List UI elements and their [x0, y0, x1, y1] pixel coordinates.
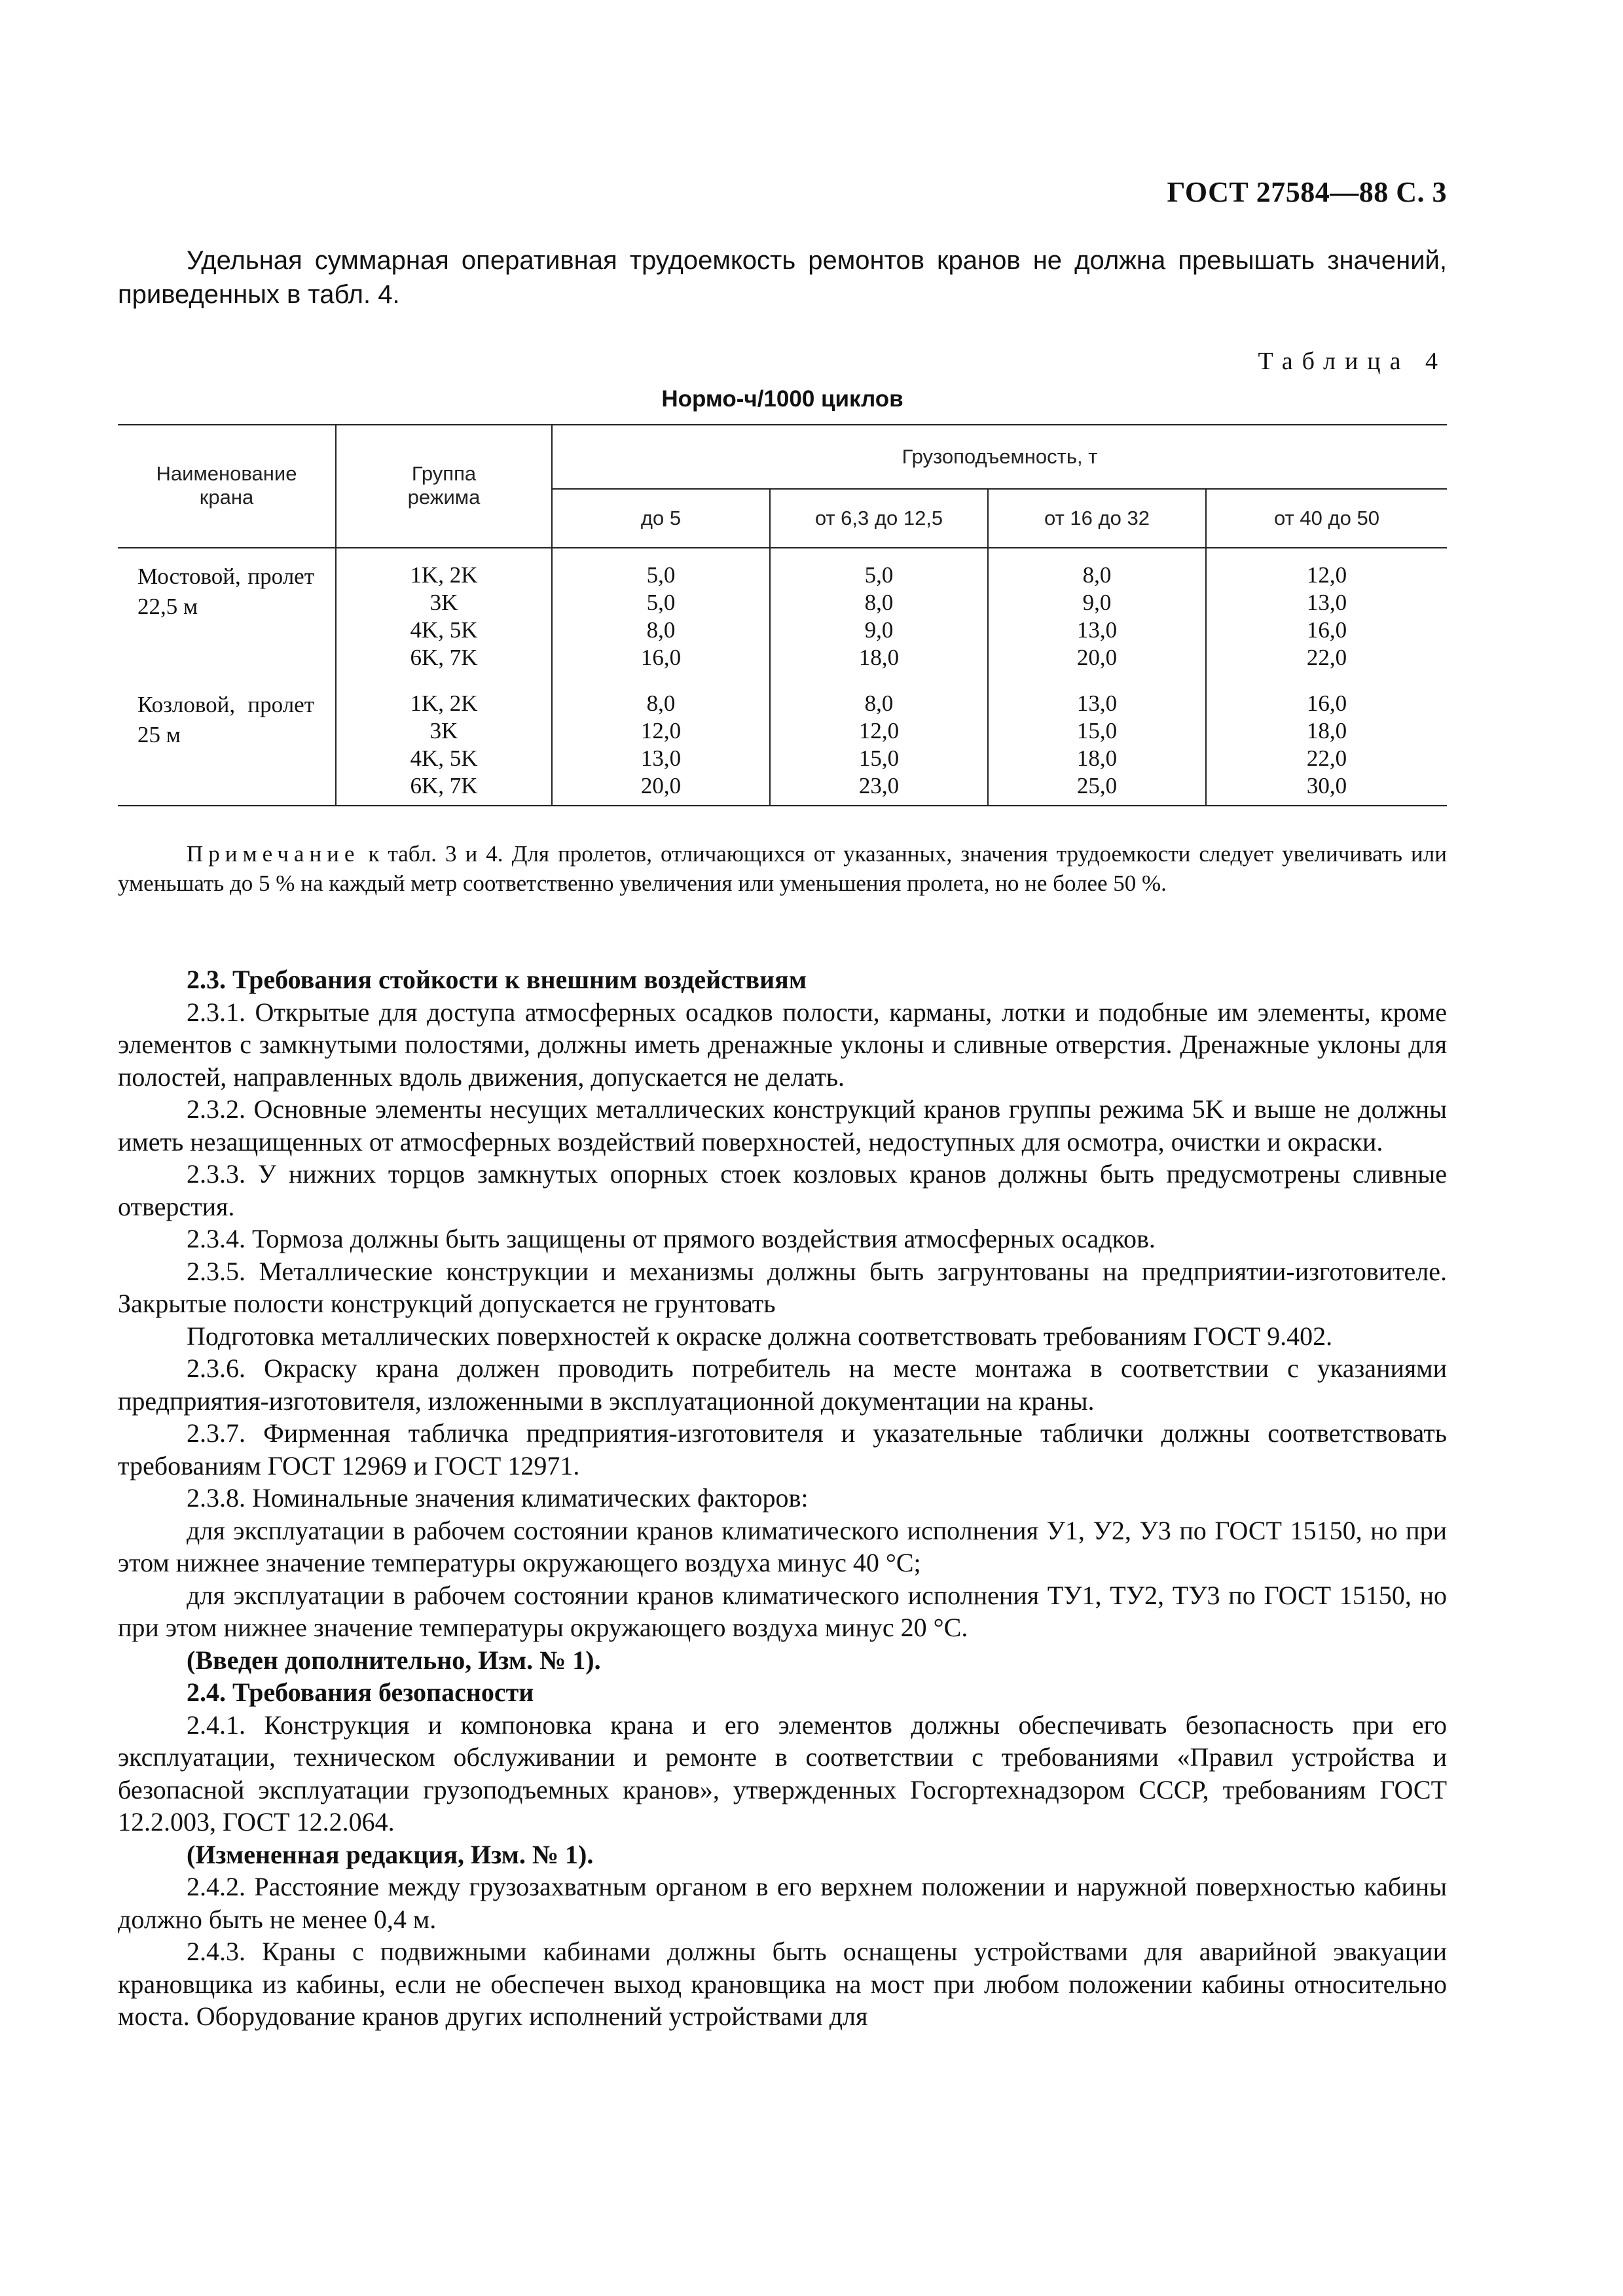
- col-header-cap-4: от 40 до 50: [1206, 489, 1447, 548]
- crane-name-cell: Мостовой, пролет 22,5 м: [118, 548, 336, 685]
- crane-name-cell: Козловой, пролет 25 м: [118, 685, 336, 806]
- labor-table: [118, 424, 1447, 806]
- table-row: [118, 685, 1447, 806]
- value-cell: 12,0 13,0 16,0 22,0: [1206, 548, 1447, 685]
- col-header-group: Группа режима: [336, 425, 552, 548]
- value-cell: 8,0 12,0 15,0 23,0: [770, 685, 988, 806]
- body-text: [118, 963, 1447, 2033]
- paragraph: Подготовка металлических поверхностей к окраске должна соответствовать требованиям ГОСТ 9.402.: [187, 1321, 1333, 1351]
- amendment-note: (Введен дополнительно, Изм. № 1).: [187, 1645, 601, 1675]
- value-cell: 5,0 5,0 8,0 16,0: [552, 548, 770, 685]
- group-cell: 1K, 2K 3K 4K, 5K 6K, 7K: [336, 548, 552, 685]
- paragraph: 2.3.6. Окраску крана должен проводить потребитель на месте монтажа в соответствии с указаниями предприятия-изготовителя, изложенными в эксплуатационной документации на краны.: [118, 1354, 1447, 1416]
- table-row: [118, 548, 1447, 685]
- paragraph: 2.4.1. Конструкция и компоновка крана и его элементов должны обеспечивать безопасность при его эксплуатации, техническом обслуживании и ремонте в соответствии с требованиями «Правил устройства и безопасной эксплуатации грузоподъемных кранов», утвержденных Госгортехнадзором СССР, требованиям ГОСТ 12.2.003, ГОСТ 12.2.064.: [118, 1710, 1447, 1837]
- paragraph: 2.4.2. Расстояние между грузозахватным органом в его верхнем положении и наружной поверхностью кабины должно быть не менее 0,4 м.: [118, 1872, 1447, 1934]
- value-cell: 16,0 18,0 22,0 30,0: [1206, 685, 1447, 806]
- section-heading: 2.4. Требования безопасности: [187, 1677, 534, 1707]
- intro-paragraph: Удельная суммарная оперативная трудоемкость ремонтов кранов не должна превышать значений, приведенных в табл. 4.: [118, 246, 1447, 309]
- value-cell: 8,0 9,0 13,0 20,0: [988, 548, 1206, 685]
- paragraph: 2.3.3. У нижних торцов замкнутых опорных стоек козловых кранов должны быть предусмотрены сливные отверстия.: [118, 1159, 1447, 1221]
- section-heading: 2.3. Требования стойкости к внешним воздействиям: [187, 965, 807, 994]
- col-header-capacity: Грузоподъемность, т: [552, 425, 1447, 489]
- table-unit: Нормо-ч/1000 циклов: [661, 386, 903, 412]
- paragraph: 2.3.2. Основные элементы несущих металлических конструкций кранов группы режима 5K и выше не должны иметь незащищенных от атмосферных воздействий поверхностей, недоступных для осмотра, очистки и окраски.: [118, 1094, 1447, 1157]
- col-header-cap-3: от 16 до 32: [988, 489, 1206, 548]
- col-header-cap-1: до 5: [552, 489, 770, 548]
- paragraph: 2.3.8. Номинальные значения климатических факторов:: [187, 1483, 809, 1513]
- page-header: ГОСТ 27584—88 С. 3: [1167, 176, 1447, 208]
- paragraph: 2.3.1. Открытые для доступа атмосферных осадков полости, карманы, лотки и подобные им элементы, кроме элементов с замкнутыми полостями, должны иметь дренажные уклоны и сливные отверстия. Дренажные уклоны для полостей, направленных вдоль движения, допускается не делать.: [118, 997, 1447, 1092]
- paragraph: 2.3.5. Металлические конструкции и механизмы должны быть загрунтованы на предприятии-изготовителе. Закрытые полости конструкций допускается не грунтовать: [118, 1256, 1447, 1318]
- paragraph: для эксплуатации в рабочем состоянии кранов климатического исполнения У1, У2, У3 по ГОСТ 15150, но при этом нижнее значение температуры окружающего воздуха минус 40 °С;: [118, 1515, 1447, 1577]
- paragraph: для эксплуатации в рабочем состоянии кранов климатического исполнения ТУ1, ТУ2, ТУ3 по ГОСТ 15150, но при этом нижнее значение температуры окружающего воздуха минус 20 °С.: [118, 1580, 1447, 1642]
- col-header-name: Наименование крана: [118, 425, 336, 548]
- value-cell: 13,0 15,0 18,0 25,0: [988, 685, 1206, 806]
- table-label: Таблица 4: [1258, 348, 1447, 375]
- table-note: Примечание к табл. 3 и 4. Для пролетов, отличающихся от указанных, значения трудоемкости следует увеличивать или уменьшать до 5 % на каждый метр соответственно увеличения или уменьшения пролета, но не более 50 %.: [118, 841, 1447, 896]
- paragraph: 2.4.3. Краны с подвижными кабинами должны быть оснащены устройствами для аварийной эвакуации крановщика из кабины, если не обеспечен выход крановщика на мост при любом положении кабины относительно моста. Оборудование кранов других исполнений устройствами для: [118, 1937, 1447, 2031]
- value-cell: 8,0 12,0 13,0 20,0: [552, 685, 770, 806]
- value-cell: 5,0 8,0 9,0 18,0: [770, 548, 988, 685]
- paragraph: 2.3.7. Фирменная табличка предприятия-изготовителя и указательные таблички должны соответствовать требованиям ГОСТ 12969 и ГОСТ 12971.: [118, 1418, 1447, 1480]
- group-cell: 1K, 2K 3K 4K, 5K 6K, 7K: [336, 685, 552, 806]
- paragraph: 2.3.4. Тормоза должны быть защищены от прямого воздействия атмосферных осадков.: [187, 1224, 1156, 1253]
- col-header-cap-2: от 6,3 до 12,5: [770, 489, 988, 548]
- amendment-note: (Измененная редакция, Изм. № 1).: [187, 1839, 594, 1869]
